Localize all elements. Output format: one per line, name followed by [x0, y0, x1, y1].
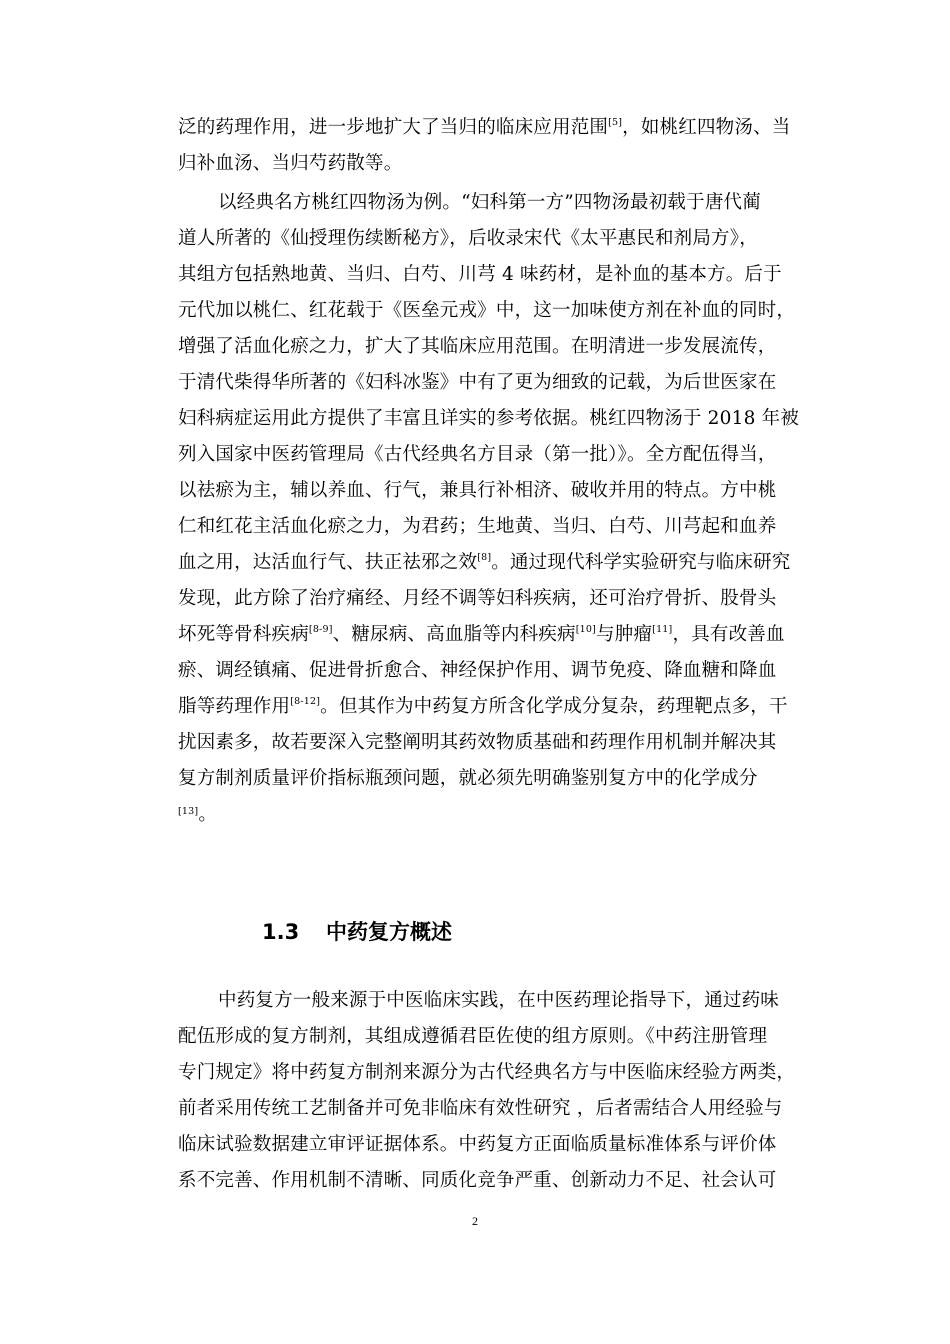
text-line: 复方制剂质量评价指标瓶颈问题，就必须先明确鉴别复方中的化学成分	[178, 768, 758, 789]
paragraph-1	[178, 110, 810, 182]
text-line: 以祛瘀为主，辅以养血、行气，兼具行补相济、破收并用的特点。方中桃	[178, 480, 777, 501]
text-line: 元代加以桃仁、红花载于《医垒元戎》中，这一加味使方剂在补血的同时，	[178, 300, 796, 321]
text-line: 增强了活血化瘀之力，扩大了其临床应用范围。在明清进一步发展流传，	[178, 336, 777, 357]
citation-ref: [8-12]	[290, 696, 321, 707]
text-line: 妇科病症运用此方提供了丰富且详实的参考依据。桃红四物汤于 2018 年被	[178, 408, 800, 429]
text-line: 瘀、调经镇痛、促进骨折愈合、神经保护作用、调节免疫、降血糖和降血	[178, 660, 777, 681]
text-line: 于清代柴得华所著的《妇科冰鉴》中有了更为细致的记载，为后世医家在	[178, 372, 777, 393]
text-line: 配伍形成的复方制剂，其组成遵循君臣佐使的组方原则。《中药注册管理	[178, 1026, 768, 1047]
text-line: 归补血汤、当归芍药散等。	[178, 153, 403, 174]
citation-ref: [8-9]	[308, 624, 333, 635]
text-line: 临床试验数据建立审评证据体系。中药复方正面临质量标准体系与评价体	[178, 1134, 777, 1155]
text-line: 系不完善、作用机制不清晰、同质化竞争严重、创新动力不足、社会认可	[178, 1170, 777, 1191]
text-line: 脂等药理作用[8-12]。但其作为中药复方所含化学成分复杂，药理靶点多，干	[178, 696, 788, 717]
page-number: 2	[472, 1214, 478, 1228]
section-number: 1.3	[262, 920, 300, 944]
text-line: 列入国家中医药管理局《古代经典名方目录（第一批）》。全方配伍得当，	[178, 444, 777, 465]
section-title: 中药复方概述	[326, 920, 452, 944]
paragraph-2	[178, 185, 810, 833]
citation-ref: [8]	[477, 552, 492, 563]
text-line: 泛的药理作用，进一步地扩大了当归的临床应用范围[5]，如桃红四物汤、当	[178, 117, 791, 138]
text-line: 其组方包括熟地黄、当归、白芍、川芎 4 味药材，是补血的基本方。后于	[178, 264, 782, 285]
citation-ref: [13]	[178, 806, 199, 817]
text-line: [13]。	[178, 804, 218, 825]
text-line: 中药复方一般来源于中医临床实践，在中医药理论指导下，通过药味	[218, 990, 780, 1011]
text-line: 仁和红花主活血化瘀之力，为君药；生地黄、当归、白芍、川芎起和血养	[178, 516, 777, 537]
section-heading	[262, 912, 452, 952]
citation-ref: [11]	[652, 624, 673, 635]
citation-ref: [5]	[608, 117, 623, 128]
text-line: 坏死等骨科疾病[8-9]、糖尿病、高血脂等内科疾病[10]与肿瘤[11]，具有改善血	[178, 624, 785, 645]
text-line: 专门规定》将中药复方制剂来源分为古代经典名方与中医临床经验方两类，	[178, 1062, 796, 1083]
text-line: 血之用，达活血行气、扶正祛邪之效[8]。通过现代科学实验研究与临床研究	[178, 552, 791, 573]
text-line: 以经典名方桃红四物汤为例。“妇科第一方”四物汤最初载于唐代蔺	[218, 192, 761, 213]
text-line: 发现，此方除了治疗痛经、月经不调等妇科疾病，还可治疗骨折、股骨头	[178, 588, 777, 609]
text-line: 道人所著的《仙授理伤续断秘方》，后收录宋代《太平惠民和剂局方》，	[178, 228, 758, 249]
text-line: 前者采用传统工艺制备并可免非临床有效性研究 ，后者需结合人用经验与	[178, 1098, 783, 1119]
paragraph-3	[178, 983, 810, 1199]
citation-ref: [10]	[575, 624, 597, 635]
text-line: 扰因素多，故若要深入完整阐明其药效物质基础和药理作用机制并解决其	[178, 732, 777, 753]
